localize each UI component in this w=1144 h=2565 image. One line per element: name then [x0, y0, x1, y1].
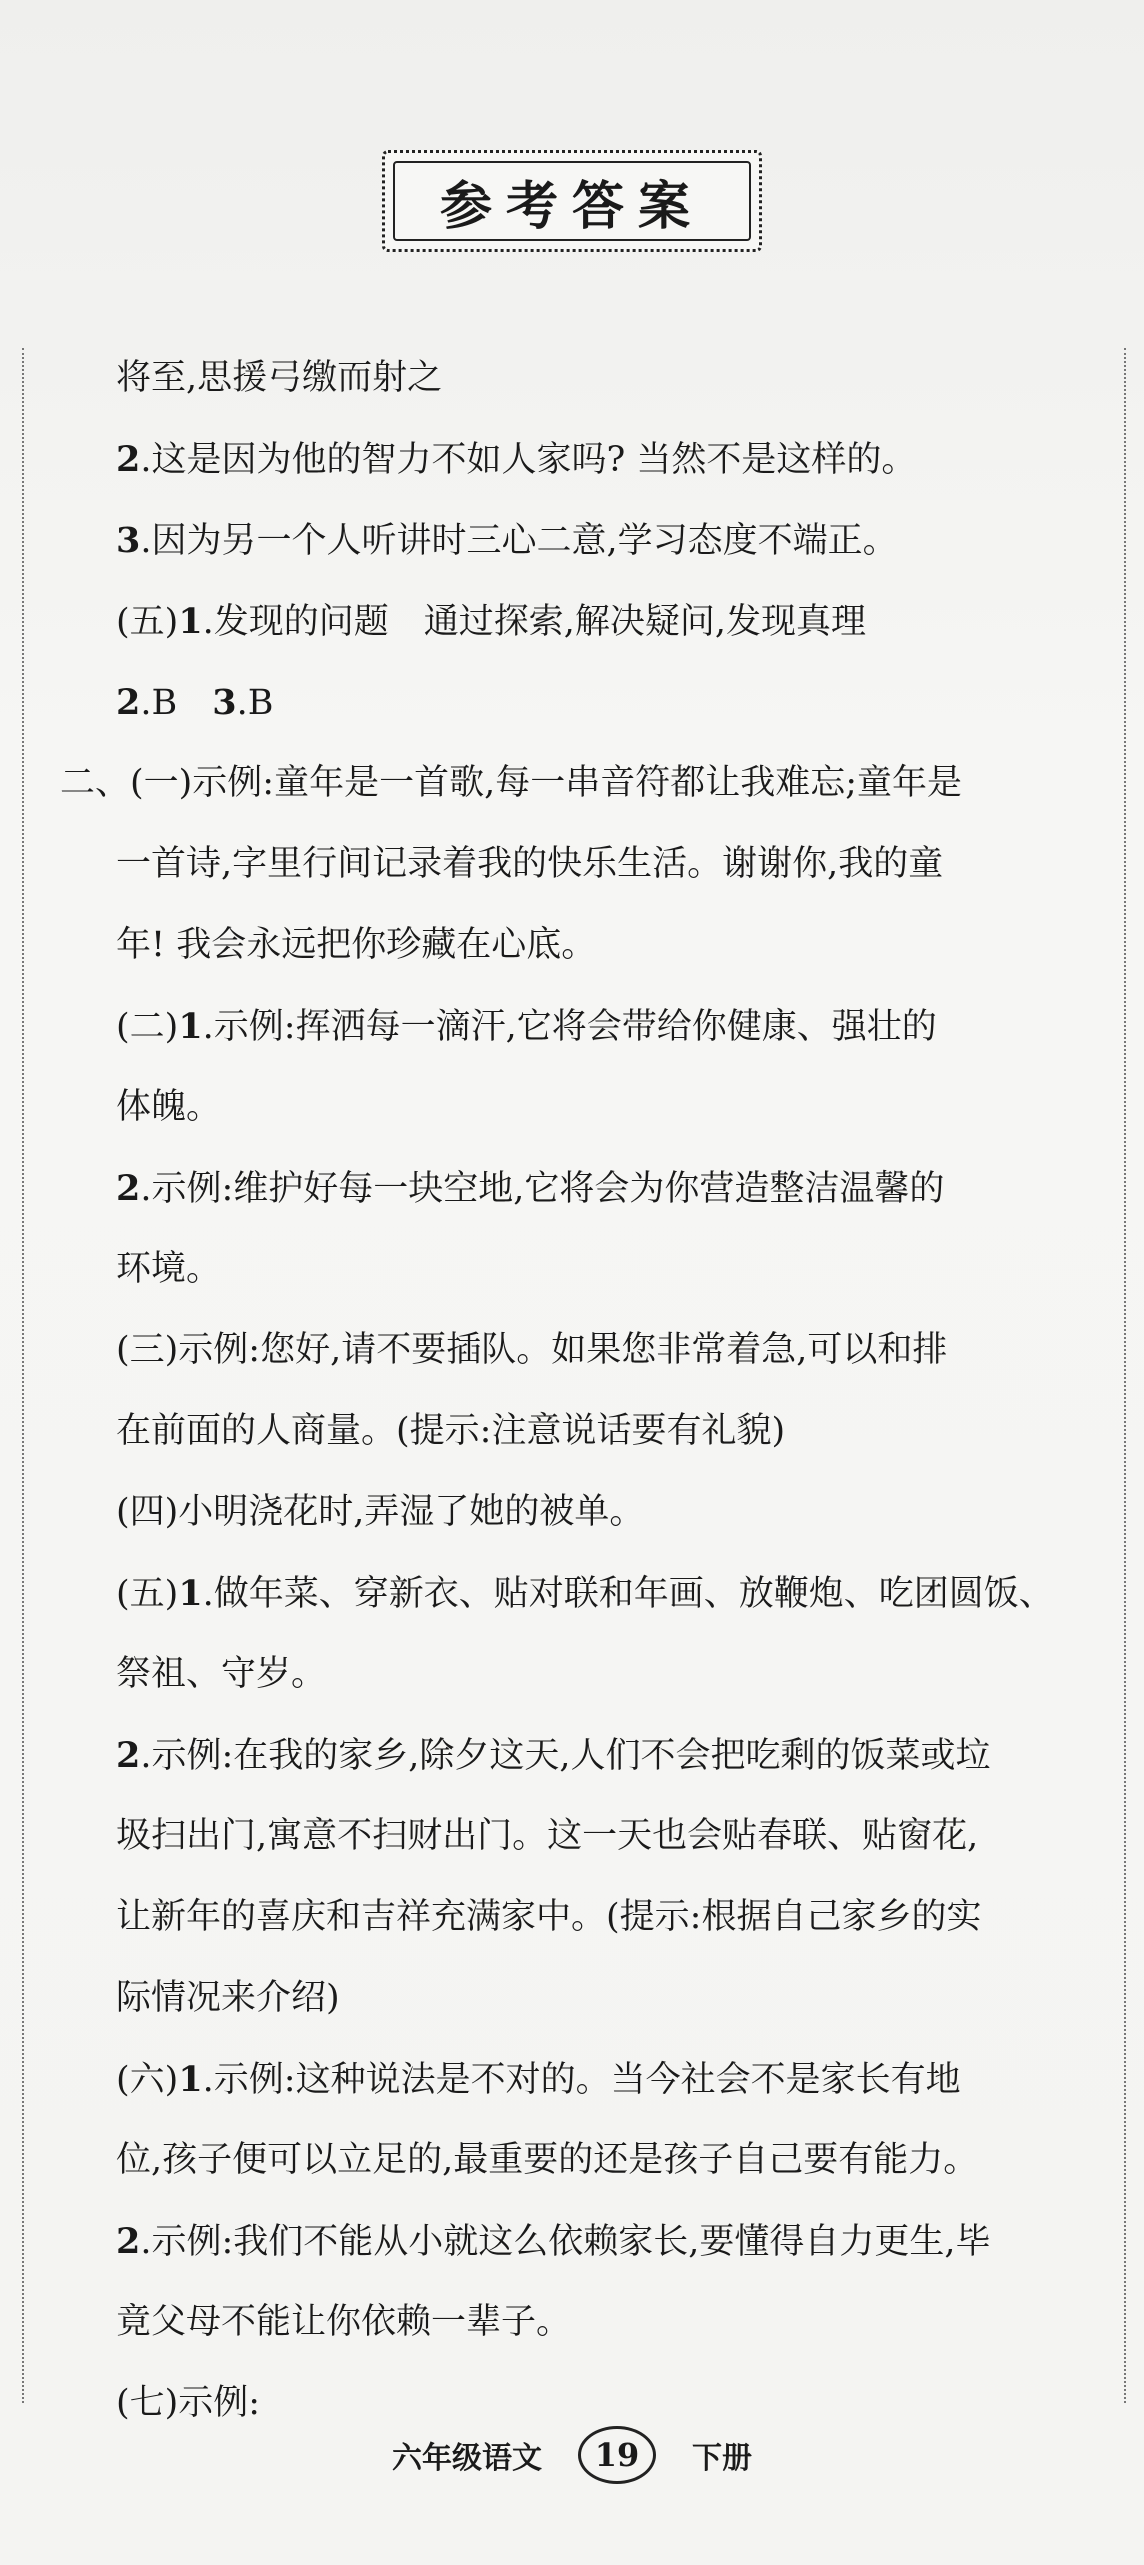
- answer-line: [60, 2201, 1100, 2282]
- answer-text: 在前面的人商量。(提示:注意说话要有礼貌): [116, 1411, 786, 1451]
- answer-line: [60, 1553, 1100, 1634]
- right-dotted-rule: [1124, 348, 1126, 2403]
- answer-line: [60, 743, 1100, 824]
- item-number: 2: [116, 1735, 141, 1776]
- answer-line: [60, 1310, 1100, 1391]
- answer-text: .示例:我们不能从小就这么依赖家长,要懂得自力更生,毕: [140, 2222, 991, 2262]
- item-number: 2: [116, 1168, 141, 1209]
- answer-text: .B: [140, 683, 213, 723]
- answer-line: [60, 2120, 1100, 2201]
- answer-text: (四)小明浇花时,弄湿了她的被单。: [116, 1492, 645, 1532]
- answer-text: .因为另一个人听讲时三心二意,学习态度不端正。: [140, 521, 898, 561]
- answer-text: (六): [116, 2060, 179, 2100]
- item-number: 2: [116, 682, 141, 723]
- answer-line: [60, 1877, 1100, 1958]
- answer-text: .发现的问题 通过探索,解决疑问,发现真理: [202, 602, 867, 642]
- answer-text: (二): [116, 1007, 179, 1047]
- answer-line: [60, 1472, 1100, 1553]
- answer-text: 位,孩子便可以立足的,最重要的还是孩子自己要有能力。: [116, 2140, 979, 2180]
- answer-text: .B: [236, 683, 274, 723]
- answer-text: .做年菜、穿新衣、贴对联和年画、放鞭炮、吃团圆饭、: [202, 1574, 1054, 1614]
- answer-line: [60, 500, 1100, 581]
- item-number: 1: [178, 601, 203, 642]
- answer-content: [60, 338, 1100, 2444]
- answer-title-frame: [382, 150, 762, 252]
- item-number: 2: [116, 2221, 141, 2262]
- answer-text: .这是因为他的智力不如人家吗? 当然不是这样的。: [140, 440, 917, 480]
- answer-line: [60, 1634, 1100, 1715]
- answer-text: .示例:挥洒每一滴汗,它将会带给你健康、强壮的: [202, 1007, 937, 1047]
- answer-line: [60, 338, 1100, 419]
- page-title: 参考答案: [439, 176, 704, 237]
- page-footer: [0, 2420, 1144, 2490]
- answer-text: .示例:这种说法是不对的。当今社会不是家长有地: [202, 2060, 961, 2100]
- item-number: 2: [116, 439, 141, 480]
- answer-text: 环境。: [116, 1249, 222, 1289]
- answer-line: [60, 581, 1100, 662]
- footer-volume: 下册: [692, 2441, 752, 2476]
- answer-text: 让新年的喜庆和吉祥充满家中。(提示:根据自己家乡的实: [116, 1897, 982, 1937]
- answer-line: [60, 2039, 1100, 2120]
- answer-line: [60, 1715, 1100, 1796]
- answer-line: [60, 1067, 1100, 1148]
- answer-text: 竟父母不能让你依赖一辈子。: [116, 2302, 572, 2342]
- item-number: 1: [178, 1006, 203, 1047]
- answer-line: [60, 662, 1100, 743]
- answer-line: [60, 824, 1100, 905]
- answer-text: 一首诗,字里行间记录着我的快乐生活。谢谢你,我的童: [116, 844, 944, 884]
- answer-text: 年! 我会永远把你珍藏在心底。: [116, 925, 597, 965]
- footer-grade-subject: 六年级语文: [392, 2441, 542, 2476]
- answer-text: (七)示例:: [116, 2383, 261, 2423]
- answer-text: 体魄。: [116, 1087, 222, 1127]
- item-number: 1: [178, 1573, 203, 1614]
- left-dotted-rule: [22, 348, 24, 2403]
- answer-text: 祭祖、守岁。: [116, 1654, 327, 1694]
- answer-line: [60, 986, 1100, 1067]
- answer-line: [60, 1148, 1100, 1229]
- answer-text: (三)示例:您好,请不要插队。如果您非常着急,可以和排: [116, 1330, 948, 1370]
- item-number: 1: [178, 2059, 203, 2100]
- answer-text: (五): [116, 1574, 179, 1614]
- page-number: 19: [578, 2426, 656, 2484]
- answer-text: 际情况来介绍): [116, 1978, 340, 2018]
- item-number: 3: [116, 520, 141, 561]
- answer-text: .示例:在我的家乡,除夕这天,人们不会把吃剩的饭菜或垃: [140, 1736, 991, 1776]
- answer-text: (五): [116, 602, 179, 642]
- answer-line: [60, 1391, 1100, 1472]
- answer-text: 将至,思援弓缴而射之: [116, 358, 443, 398]
- answer-line: [60, 2282, 1100, 2363]
- answer-line: [60, 1958, 1100, 2039]
- answer-line: [60, 1796, 1100, 1877]
- answer-text: 二、(一)示例:童年是一首歌,每一串音符都让我难忘;童年是: [60, 763, 963, 803]
- answer-text: 圾扫出门,寓意不扫财出门。这一天也会贴春联、贴窗花,: [116, 1816, 979, 1856]
- answer-text: .示例:维护好每一块空地,它将会为你营造整洁温馨的: [140, 1169, 945, 1209]
- answer-line: [60, 905, 1100, 986]
- answer-line: [60, 419, 1100, 500]
- item-number: 3: [212, 682, 237, 723]
- answer-line: [60, 1229, 1100, 1310]
